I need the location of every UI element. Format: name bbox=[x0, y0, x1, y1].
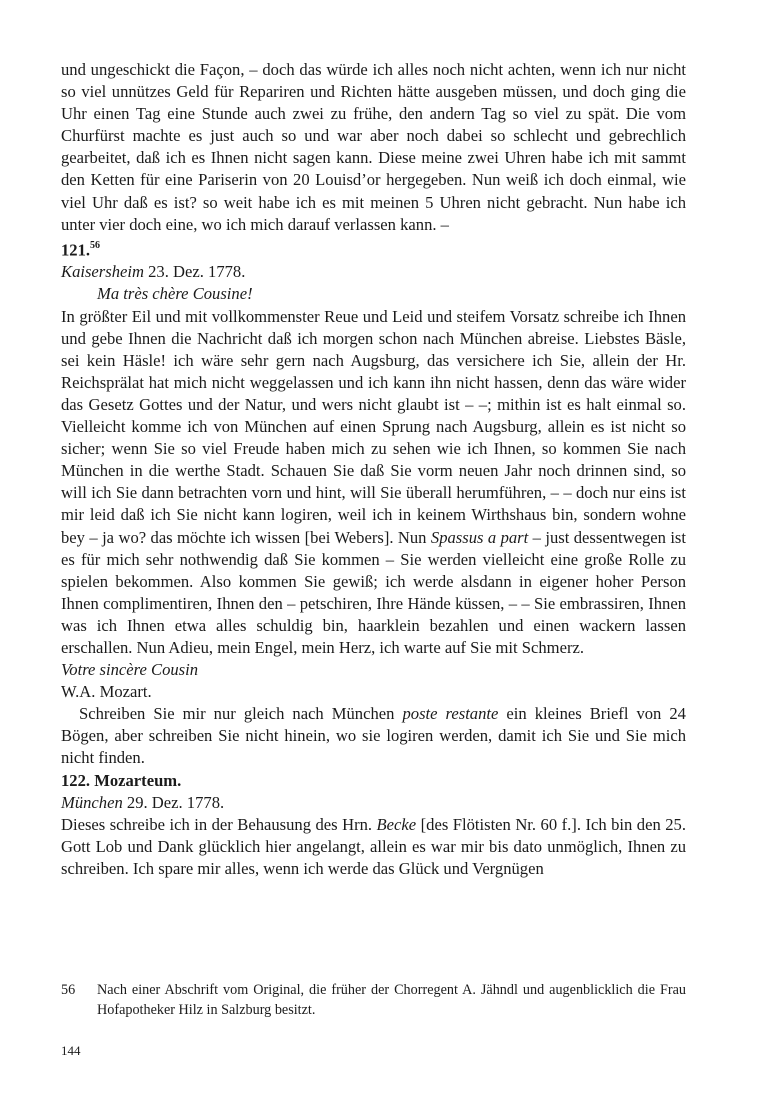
letter-121-ps-italic: poste restante bbox=[402, 704, 499, 724]
letter-121-body-part-b: – just dessentwegen ist es für mich sehr nothwendig daß Sie kommen – Sie werden vielleicht eine große Rolle zu spielen bekommen. Also kommen Sie gewiß; ich werde alsdann in eigener hoher Person Ihnen complimentiren, Ihnen den – petschiren, Ihre Hände küssen, – – Sie embrassiren, Ihnen was ich Ihnen etwa alles schuldig bin, haarklein bezahlen und einen wackern lassen erschallen. Nun Adieu, mein Engel, mein Herz, ich warte auf Sie mit Schmerz. bbox=[61, 527, 686, 657]
footnote-number: 56 bbox=[61, 982, 76, 998]
letter-122-dateline bbox=[61, 792, 686, 814]
letter-122-body-italic: Becke bbox=[376, 814, 417, 834]
page-body bbox=[61, 59, 686, 880]
letter-121-body-part-a: In größter Eil und mit vollkommenster Reue und Leid und steifem Vorsatz schreibe ich Ihnen und gebe Ihnen die Nachricht daß ich morgen schon nach München abreise. Liebstes Bäsle, sei kein Häsle! ich wäre sehr gern nach Augsburg, das versichere ich Sie, allein der Hr. Reichsprälat hat mich nicht weggelassen und ich kann ihn nicht hassen, denn das wäre wider das Gesetz Gottes und der Natur, und wers nicht glaubt ist – –; mithin ist es halt einmal so. Vielleicht komme ich von München auf einen Sprung nach Augsburg, allein es ist nicht so sicher; wenn Sie so viel Freude haben mich zu sehen wie ich Ihnen, so kommen Sie nach München in die werthe Stadt. Schauen Sie daß Sie vorm neuen Jahr noch drinnen sind, so will ich Sie dann betrachten vorn und hint, will Sie überall herumführen, – – doch nur eins ist mir leid daß ich Sie nicht kann logiren, weil ich in keinem Wirthshaus bin, sondern wohne bey – ja wo? das möchte ich wissen [bei Webers]. Nun bbox=[61, 306, 686, 547]
letter-121-dateline bbox=[61, 261, 686, 283]
letter-121-closing: Votre sincère Cousin bbox=[61, 660, 199, 680]
letter-121-postscript bbox=[61, 703, 686, 769]
letter-122-body-part-a: Dieses schreibe ich in der Behausung des Hrn. bbox=[61, 814, 373, 834]
footnote-text: Nach einer Abschrift vom Original, die früher der Chorregent A. Jähndl und augenblicklich die Frau Hofapotheker Hilz in Salzburg besitzt. bbox=[97, 982, 686, 1018]
letter-121-salutation: Ma très chère Cousine! bbox=[97, 284, 253, 304]
letter-121-ps-part-b: ein kleines Briefl von 24 Bögen, aber schreiben Sie nicht hinein, wo sie logiren werden, damit ich Sie und Sie mich nicht finden. bbox=[61, 704, 686, 768]
letter-121-body bbox=[61, 306, 686, 660]
letter-122-place: München bbox=[61, 792, 123, 812]
letter-122-heading: 122. Mozarteum. bbox=[61, 770, 182, 790]
letter-121-body-italic: Spassus a part bbox=[430, 527, 529, 547]
letter-121-number: 121. bbox=[61, 240, 91, 260]
letter-122-body bbox=[61, 814, 686, 880]
letter-121-signature: W.A. Mozart. bbox=[61, 682, 152, 702]
letter-121-date: 23. Dez. 1778. bbox=[148, 262, 246, 282]
letter-121-heading bbox=[61, 236, 686, 262]
letter-121-place: Kaisersheim bbox=[61, 262, 144, 282]
footnote-reference: 56 bbox=[90, 239, 101, 251]
letter-122-body-part-b: [des Flötisten Nr. 60 f.]. Ich bin den 25. Gott Lob und Dank glücklich hier angelangt, allein es war mir bis dato unmöglich, Ihnen zu schreiben. Ich spare mir alles, wenn ich werde das Glück und Vergnügen bbox=[61, 814, 686, 878]
letter-122-date: 29. Dez. 1778. bbox=[126, 792, 225, 812]
footnote bbox=[61, 981, 686, 1020]
page-number: 144 bbox=[61, 1043, 81, 1058]
continuation-paragraph: und ungeschickt die Façon, – doch das würde ich alles noch nicht achten, wenn ich nur nicht so viel unnützes Geld für Repariren und Richten hätte ausgeben müssen, und doch ging die Uhr einen Tag eine Stunde auch zwei zu frühe, den andern Tag so viel zu spät. Die vom Churfürst machte es just auch so und war aber noch dabei so schlecht und gebrechlich gearbeitet, daß ich es Ihnen nicht sagen kann. Diese meine zwei Uhren habe ich mit sammt den Ketten für eine Pariserin von 20 Louisd’or hergegeben. Nun weiß ich doch einmal, wie viel Uhr daß es ist? so weit habe ich es mit meinen 5 Uhren nicht gebracht. Nun habe ich unter vier doch eine, wo ich mich darauf verlassen kann. – bbox=[61, 60, 686, 234]
letter-121-ps-part-a: Schreiben Sie mir nur gleich nach München bbox=[79, 704, 395, 724]
